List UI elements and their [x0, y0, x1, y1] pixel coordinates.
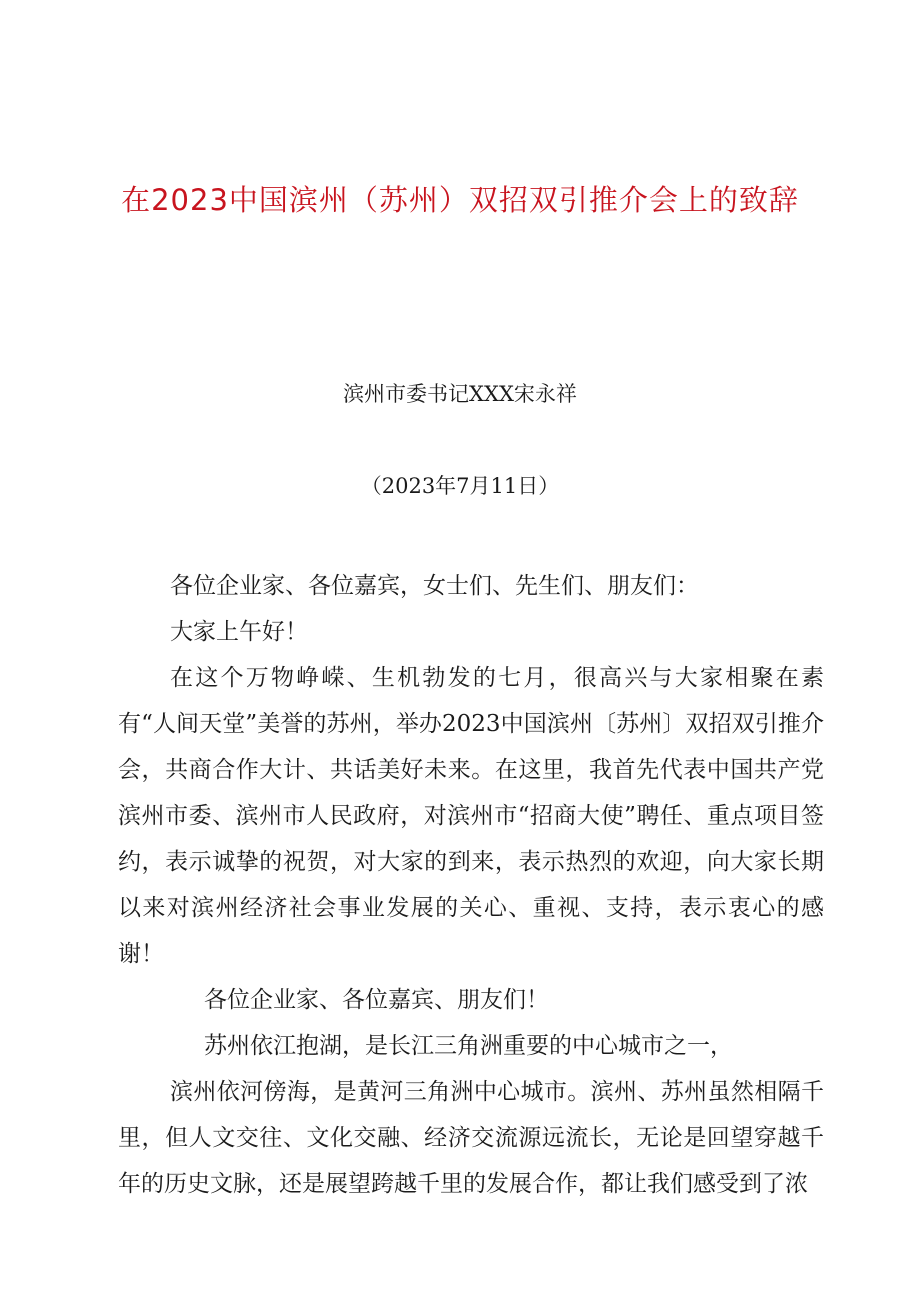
document-title: 在2023中国滨州（苏州）双招双引推介会上的致辞: [121, 183, 799, 217]
paragraph-main: 在这个万物峥嵘、生机勃发的七月，很高兴与大家相聚在素有“人间天堂”美誉的苏州，举办2023中国滨州〔苏州〕双招双引推介会，共商合作大计、共话美好未来。在这里，我首先代表中国共产党滨州市委、滨州市人民政府，对滨州市“招商大使”聘任、重点项目签约，表示诚挚的祝贺，对大家的到来，表示热烈的欢迎，向大家长期以来对滨州经济社会事业发展的关心、重视、支持，表示衷心的感谢！: [118, 665, 824, 967]
paragraph-greeting-second: 各位企业家、各位嘉宾、朋友们！: [204, 987, 549, 1013]
paragraph-binzhou: 滨州依河傍海，是黄河三角洲中心城市。滨州、苏州虽然相隔千里，但人文交往、文化交融、经济交流源远流长，无论是回望穿越千年的历史文脉，还是展望跨越千里的发展合作，都让我们感受到了浓: [118, 1079, 824, 1197]
paragraph-hello: 大家上午好！: [170, 619, 308, 645]
speaker-byline: 滨州市委书记XXX宋永祥: [343, 382, 577, 406]
speech-body: [118, 563, 824, 1207]
speech-date: （2023年7月11日）: [360, 474, 560, 498]
paragraph-greeting: 各位企业家、各位嘉宾，女士们、先生们、朋友们：: [170, 573, 699, 599]
paragraph-suzhou: 苏州依江抱湖，是长江三角洲重要的中心城市之一，: [204, 1033, 733, 1059]
